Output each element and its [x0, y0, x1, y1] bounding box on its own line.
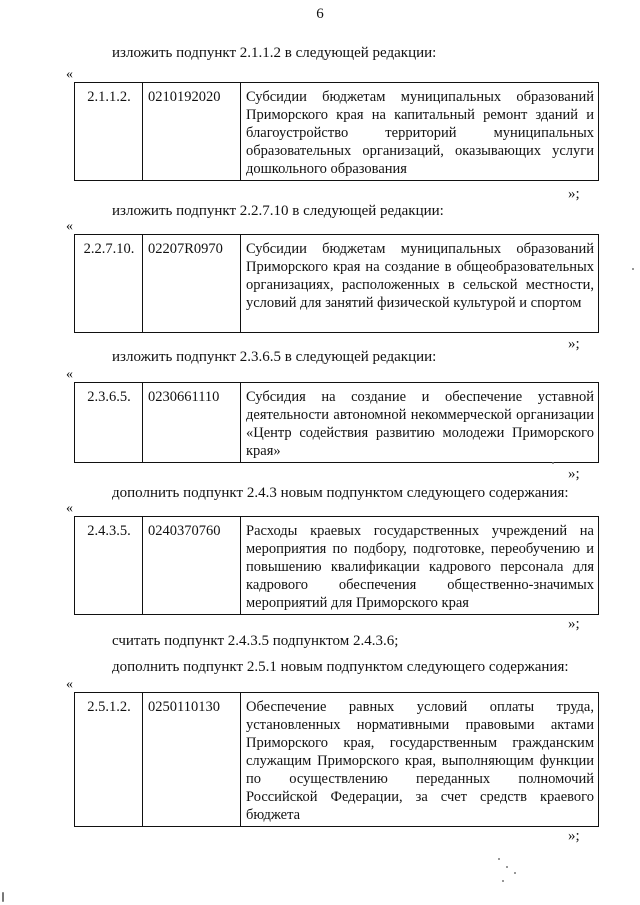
item-number: 2.2.7.10. — [75, 235, 143, 333]
classification-code: 02207R0970 — [143, 235, 241, 333]
closing-quote: »; — [568, 336, 580, 352]
scan-edge-mark — [2, 892, 4, 902]
budget-entry-table — [74, 82, 599, 181]
table-row — [75, 517, 599, 615]
item-description: Расходы краевых государственных учреждений на мероприятия по подбору, подготовке, переобучению и повышению квалификации кадрового персонала для кадрового обеспечения общественно-значимых мероприятий для Приморского края — [241, 517, 599, 615]
item-description: Субсидии бюджетам муниципальных образований Приморского края на капитальный ремонт зданий и благоустройство территорий муниципальных образовательных организаций, оказывающих услуги дошкольного образования — [241, 83, 599, 181]
table-row — [75, 693, 599, 827]
opening-quote: « — [66, 67, 73, 82]
scan-speck — [552, 462, 554, 464]
budget-entry-table — [74, 234, 599, 333]
closing-quote: »; — [568, 828, 580, 844]
item-description: Субсидии бюджетам муниципальных образований Приморского края на создание в общеобразовательных организациях, расположенных в сельской местности, условий для занятий физической культурой и спортом — [241, 235, 599, 333]
scan-speck — [498, 858, 500, 860]
page-number: 6 — [316, 6, 324, 22]
amendment-instruction: изложить подпункт 2.1.1.2 в следующей редакции: — [112, 45, 437, 61]
scan-speck — [514, 872, 516, 874]
amendment-instruction: изложить подпункт 2.2.7.10 в следующей редакции: — [112, 203, 444, 219]
amendment-instruction: дополнить подпункт 2.4.3 новым подпунктом следующего содержания: — [112, 485, 569, 501]
closing-quote: »; — [568, 186, 580, 202]
item-number: 2.4.3.5. — [75, 517, 143, 615]
classification-code: 0250110130 — [143, 693, 241, 827]
amendment-instruction: дополнить подпункт 2.5.1 новым подпунктом следующего содержания: — [112, 659, 569, 675]
opening-quote: « — [66, 367, 73, 382]
opening-quote: « — [66, 677, 73, 692]
item-number: 2.1.1.2. — [75, 83, 143, 181]
item-number: 2.5.1.2. — [75, 693, 143, 827]
amendment-instruction: изложить подпункт 2.3.6.5 в следующей редакции: — [112, 349, 437, 365]
table-row — [75, 383, 599, 463]
table-row — [75, 235, 599, 333]
classification-code: 0240370760 — [143, 517, 241, 615]
scan-speck — [506, 866, 508, 868]
amendment-instruction: считать подпункт 2.4.3.5 подпунктом 2.4.3.6; — [112, 633, 399, 649]
closing-quote: »; — [568, 466, 580, 482]
classification-code: 0230661110 — [143, 383, 241, 463]
budget-entry-table — [74, 516, 599, 615]
item-description: Обеспечение равных условий оплаты труда, установленных нормативными правовыми актами Приморского края, государственным гражданским служащим Приморского края, выполняющим функции по осуществлению переданных полномочий Российской Федерации, за счет средств краевого бюджета — [241, 693, 599, 827]
closing-quote: »; — [568, 616, 580, 632]
item-number: 2.3.6.5. — [75, 383, 143, 463]
budget-entry-table — [74, 692, 599, 827]
scan-speck — [632, 268, 634, 270]
budget-entry-table — [74, 382, 599, 463]
opening-quote: « — [66, 501, 73, 516]
scan-speck — [502, 880, 504, 882]
item-description: Субсидия на создание и обеспечение уставной деятельности автономной некоммерческой организации «Центр содействия развитию молодежи Приморского края» — [241, 383, 599, 463]
opening-quote: « — [66, 219, 73, 234]
classification-code: 0210192020 — [143, 83, 241, 181]
table-row — [75, 83, 599, 181]
